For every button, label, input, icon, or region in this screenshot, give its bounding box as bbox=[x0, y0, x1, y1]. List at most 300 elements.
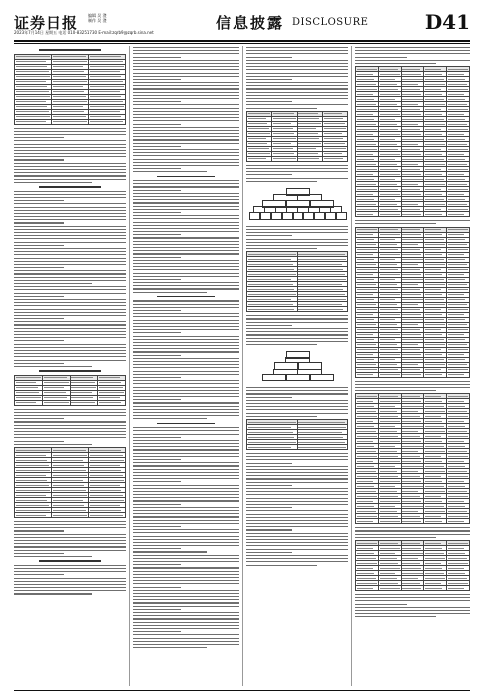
text-line bbox=[133, 342, 239, 343]
text-line bbox=[246, 108, 317, 109]
cell-text bbox=[425, 583, 441, 584]
text-line bbox=[133, 139, 239, 140]
cell-text bbox=[380, 189, 399, 190]
cell-text bbox=[380, 129, 399, 130]
text-line bbox=[133, 269, 239, 270]
cell-text bbox=[425, 501, 442, 502]
cell-text bbox=[53, 76, 86, 77]
cell-text bbox=[16, 485, 49, 486]
text-line bbox=[133, 459, 181, 460]
table-cell bbox=[356, 586, 379, 591]
cell-text bbox=[448, 119, 465, 120]
text-line bbox=[246, 561, 348, 562]
text-line bbox=[14, 340, 64, 341]
cell-text bbox=[357, 558, 376, 559]
cell-text bbox=[425, 179, 444, 180]
cell-text bbox=[425, 461, 442, 462]
table-row bbox=[15, 119, 126, 124]
text-line bbox=[133, 186, 239, 187]
text-line bbox=[14, 593, 92, 594]
text-line bbox=[246, 60, 348, 61]
cell-text bbox=[298, 309, 343, 310]
cell-text bbox=[44, 397, 68, 398]
cell-text bbox=[425, 354, 442, 355]
cell-text bbox=[380, 573, 396, 574]
cell-text bbox=[402, 568, 421, 569]
cell-text bbox=[357, 74, 373, 75]
table-cell bbox=[378, 212, 401, 217]
cell-text bbox=[402, 314, 421, 315]
cell-text bbox=[448, 558, 467, 559]
text-line bbox=[246, 453, 348, 454]
cell-text bbox=[357, 234, 373, 235]
text-line bbox=[355, 610, 470, 611]
cell-text bbox=[248, 284, 293, 285]
cell-text bbox=[402, 139, 422, 140]
cell-text bbox=[402, 199, 422, 200]
cell-text bbox=[71, 397, 93, 398]
cell-text bbox=[380, 194, 400, 195]
text-line bbox=[14, 431, 126, 432]
cell-text bbox=[425, 134, 442, 135]
text-line bbox=[14, 245, 64, 246]
data-table bbox=[14, 54, 126, 125]
cell-text bbox=[380, 456, 399, 457]
cell-text bbox=[448, 179, 465, 180]
cell-text bbox=[448, 139, 465, 140]
cell-text bbox=[402, 209, 419, 210]
cell-text bbox=[16, 480, 47, 481]
cell-text bbox=[425, 521, 442, 522]
cell-text bbox=[357, 406, 374, 407]
cell-text bbox=[402, 481, 421, 482]
text-line bbox=[14, 574, 64, 575]
text-line bbox=[14, 584, 126, 585]
chart-connector bbox=[309, 357, 310, 362]
text-line bbox=[14, 347, 126, 348]
cell-text bbox=[425, 421, 442, 422]
section-heading bbox=[14, 48, 126, 52]
text-line bbox=[246, 63, 348, 64]
cell-text bbox=[357, 401, 373, 402]
cell-text bbox=[16, 387, 38, 388]
cell-text bbox=[380, 553, 396, 554]
cell-text bbox=[273, 118, 296, 119]
cell-text bbox=[425, 269, 441, 270]
cell-text bbox=[402, 436, 419, 437]
chart-node bbox=[249, 212, 260, 220]
text-line bbox=[246, 482, 348, 483]
cell-text bbox=[248, 123, 268, 124]
cell-text bbox=[99, 402, 121, 403]
text-line bbox=[133, 548, 181, 549]
text-line bbox=[133, 634, 239, 635]
cell-text bbox=[44, 377, 68, 378]
text-line bbox=[133, 127, 239, 128]
text-line bbox=[133, 108, 239, 109]
cell-text bbox=[380, 359, 396, 360]
cell-text bbox=[402, 179, 422, 180]
text-line bbox=[133, 374, 239, 375]
table-cell bbox=[401, 372, 424, 377]
cell-text bbox=[380, 169, 399, 170]
column-3 bbox=[246, 46, 348, 686]
cell-text bbox=[357, 129, 377, 130]
text-line bbox=[355, 53, 470, 54]
text-block bbox=[246, 165, 348, 182]
dateline: 2023年7月14日 星期五 电话 010-83251730 E-mail:zqrb9@zqrb.sina.net bbox=[14, 30, 154, 35]
cell-text bbox=[425, 436, 441, 437]
cell-text bbox=[16, 382, 37, 383]
table-cell bbox=[447, 519, 470, 524]
text-line bbox=[355, 607, 470, 608]
cell-text bbox=[380, 401, 400, 402]
editor-credits bbox=[88, 13, 107, 23]
text-line bbox=[246, 47, 348, 48]
table-cell bbox=[247, 307, 298, 312]
text-line bbox=[133, 602, 239, 603]
text-line bbox=[14, 437, 126, 438]
text-line bbox=[14, 219, 126, 220]
cell-text bbox=[448, 329, 468, 330]
chart-connector bbox=[297, 369, 298, 374]
cell-text bbox=[248, 279, 291, 280]
text-line bbox=[14, 353, 126, 354]
cell-text bbox=[402, 396, 419, 397]
cell-text bbox=[380, 259, 396, 260]
text-block bbox=[355, 594, 470, 617]
cell-text bbox=[298, 259, 346, 260]
text-line bbox=[246, 245, 348, 246]
cell-text bbox=[357, 568, 373, 569]
cell-text bbox=[16, 460, 47, 461]
text-line bbox=[14, 537, 126, 538]
text-line bbox=[246, 174, 292, 175]
table-cell bbox=[247, 156, 272, 161]
cell-text bbox=[448, 234, 464, 235]
table-row bbox=[356, 519, 470, 524]
cell-text bbox=[357, 294, 373, 295]
cell-text bbox=[16, 397, 41, 398]
cell-text bbox=[425, 244, 445, 245]
text-line bbox=[133, 60, 239, 61]
cell-text bbox=[448, 369, 468, 370]
cell-text bbox=[380, 94, 400, 95]
text-line bbox=[133, 101, 181, 102]
text-line bbox=[133, 193, 239, 194]
cell-text bbox=[16, 76, 50, 77]
cell-text bbox=[53, 86, 83, 87]
cell-text bbox=[380, 124, 397, 125]
text-block bbox=[246, 226, 348, 249]
text-line bbox=[133, 120, 239, 121]
text-line bbox=[246, 232, 348, 233]
chart-connector bbox=[297, 206, 298, 211]
cell-text bbox=[380, 481, 400, 482]
text-line bbox=[133, 98, 239, 99]
text-line bbox=[133, 162, 239, 163]
text-line bbox=[133, 387, 239, 388]
text-line bbox=[133, 358, 239, 359]
cell-text bbox=[53, 500, 83, 501]
text-line bbox=[14, 444, 92, 445]
cell-text bbox=[357, 304, 376, 305]
cell-text bbox=[425, 396, 441, 397]
text-line bbox=[14, 131, 126, 132]
cell-text bbox=[425, 189, 441, 190]
text-line bbox=[355, 387, 470, 388]
text-line bbox=[133, 79, 181, 80]
cell-text bbox=[248, 432, 293, 433]
text-line bbox=[355, 594, 470, 595]
cell-text bbox=[380, 184, 397, 185]
text-line bbox=[355, 220, 470, 221]
cell-text bbox=[357, 421, 373, 422]
cell-text bbox=[53, 505, 84, 506]
text-line bbox=[14, 194, 126, 195]
text-line bbox=[133, 285, 239, 286]
text-line bbox=[14, 581, 126, 582]
text-line bbox=[246, 488, 348, 489]
cell-text bbox=[402, 563, 419, 564]
chart-connector bbox=[321, 369, 322, 374]
text-line bbox=[246, 403, 348, 404]
cell-text bbox=[448, 364, 467, 365]
cell-text bbox=[425, 471, 445, 472]
text-line bbox=[133, 371, 239, 372]
text-line bbox=[133, 364, 239, 365]
cell-text bbox=[402, 506, 422, 507]
cell-text bbox=[448, 349, 468, 350]
cell-text bbox=[248, 128, 269, 129]
cell-text bbox=[53, 101, 87, 102]
masthead-rule-thin bbox=[14, 43, 470, 44]
cell-text bbox=[448, 134, 464, 135]
cell-text bbox=[402, 184, 418, 185]
text-line bbox=[133, 183, 239, 184]
cell-text bbox=[357, 506, 374, 507]
text-line bbox=[246, 165, 348, 166]
cell-text bbox=[357, 194, 373, 195]
chart-connector bbox=[273, 194, 321, 195]
cell-text bbox=[248, 133, 271, 134]
text-line bbox=[133, 237, 239, 238]
chart-connector bbox=[321, 194, 322, 199]
cell-text bbox=[16, 81, 46, 82]
cell-text bbox=[90, 475, 123, 476]
text-line bbox=[133, 443, 239, 444]
cell-text bbox=[425, 169, 441, 170]
text-line bbox=[133, 545, 239, 546]
text-line bbox=[14, 210, 126, 211]
text-line bbox=[246, 315, 348, 316]
text-line bbox=[133, 500, 239, 501]
cell-text bbox=[425, 516, 441, 517]
text-line bbox=[14, 242, 126, 243]
cell-text bbox=[402, 149, 419, 150]
cell-text bbox=[357, 264, 376, 265]
table-cell bbox=[247, 444, 298, 449]
cell-text bbox=[425, 506, 444, 507]
text-line bbox=[133, 615, 239, 616]
cell-text bbox=[16, 450, 50, 451]
cell-text bbox=[380, 159, 396, 160]
column-2 bbox=[133, 46, 239, 686]
cell-text bbox=[16, 465, 49, 466]
text-line bbox=[133, 488, 239, 489]
text-line bbox=[14, 273, 126, 274]
text-block bbox=[355, 527, 470, 538]
text-block bbox=[14, 521, 126, 557]
cell-text bbox=[357, 369, 377, 370]
cell-text bbox=[448, 269, 468, 270]
cell-text bbox=[425, 289, 441, 290]
cell-text bbox=[425, 234, 442, 235]
cell-text bbox=[357, 229, 377, 230]
heading-bar bbox=[39, 560, 101, 562]
text-line bbox=[133, 196, 239, 197]
text-line bbox=[246, 545, 348, 546]
cell-text bbox=[448, 109, 468, 110]
cell-text bbox=[53, 61, 87, 62]
cell-text bbox=[425, 119, 444, 120]
column-4 bbox=[355, 46, 470, 686]
chart-connector bbox=[319, 206, 320, 211]
cell-text bbox=[357, 284, 376, 285]
cell-text bbox=[273, 143, 291, 144]
cell-text bbox=[248, 442, 296, 443]
text-line bbox=[14, 524, 126, 525]
text-line bbox=[133, 231, 239, 232]
cell-text bbox=[425, 124, 445, 125]
cell-text bbox=[448, 114, 464, 115]
cell-text bbox=[380, 104, 397, 105]
text-line bbox=[133, 253, 239, 254]
text-line bbox=[133, 95, 239, 96]
cell-text bbox=[402, 461, 421, 462]
cell-text bbox=[402, 319, 422, 320]
text-block bbox=[246, 387, 348, 417]
text-line bbox=[246, 501, 348, 502]
text-line bbox=[14, 587, 126, 588]
text-line bbox=[133, 114, 239, 115]
cell-text bbox=[357, 583, 377, 584]
cell-text bbox=[425, 174, 442, 175]
table-cell bbox=[297, 307, 348, 312]
text-line bbox=[246, 409, 348, 410]
cell-text bbox=[16, 500, 47, 501]
cell-text bbox=[425, 369, 441, 370]
cell-text bbox=[248, 299, 291, 300]
chart-node bbox=[336, 212, 347, 220]
cell-text bbox=[448, 481, 464, 482]
cell-text bbox=[425, 274, 442, 275]
cell-text bbox=[402, 406, 422, 407]
cell-text bbox=[448, 466, 465, 467]
data-table bbox=[355, 66, 470, 217]
cell-text bbox=[425, 548, 442, 549]
text-line bbox=[246, 92, 348, 93]
text-line bbox=[133, 215, 239, 216]
cell-text bbox=[402, 339, 422, 340]
table-cell bbox=[424, 586, 447, 591]
cell-text bbox=[357, 124, 376, 125]
cell-text bbox=[357, 269, 377, 270]
cell-text bbox=[44, 382, 69, 383]
cell-text bbox=[53, 480, 83, 481]
text-line bbox=[355, 384, 470, 385]
cell-text bbox=[248, 304, 293, 305]
cell-text bbox=[402, 583, 419, 584]
chart-connector bbox=[330, 206, 331, 211]
table-cell bbox=[272, 156, 297, 161]
cell-text bbox=[448, 441, 464, 442]
cell-text bbox=[380, 486, 396, 487]
cell-text bbox=[425, 194, 442, 195]
text-line bbox=[133, 124, 181, 125]
text-line bbox=[246, 104, 348, 105]
footer-rule bbox=[14, 690, 470, 691]
cell-text bbox=[53, 510, 86, 511]
cell-text bbox=[248, 437, 294, 438]
text-line bbox=[246, 529, 292, 530]
text-line bbox=[133, 50, 239, 51]
chart-node bbox=[303, 212, 314, 220]
text-line bbox=[246, 101, 292, 102]
text-line bbox=[133, 266, 239, 267]
text-line bbox=[246, 69, 348, 70]
text-line bbox=[133, 510, 239, 511]
text-line bbox=[14, 363, 64, 364]
text-line bbox=[133, 580, 239, 581]
text-block bbox=[133, 427, 239, 552]
text-line bbox=[14, 248, 126, 249]
section-title-english: DISCLOSURE bbox=[292, 17, 369, 28]
cell-text bbox=[448, 563, 468, 564]
text-line bbox=[133, 310, 181, 311]
text-line bbox=[133, 92, 239, 93]
text-line bbox=[355, 527, 470, 528]
cell-text bbox=[402, 144, 418, 145]
cell-text bbox=[298, 123, 321, 124]
text-line bbox=[14, 277, 126, 278]
cell-text bbox=[357, 588, 373, 589]
cell-text bbox=[273, 123, 291, 124]
cell-text bbox=[402, 244, 418, 245]
cell-text bbox=[90, 460, 124, 461]
text-line bbox=[14, 578, 126, 579]
text-block bbox=[14, 409, 126, 445]
text-line bbox=[14, 283, 92, 284]
cell-text bbox=[380, 396, 399, 397]
text-line bbox=[14, 415, 126, 416]
cell-text bbox=[448, 94, 464, 95]
cell-text bbox=[380, 249, 399, 250]
cell-text bbox=[425, 491, 445, 492]
text-line bbox=[355, 530, 470, 531]
cell-text bbox=[53, 106, 83, 107]
cell-text bbox=[380, 74, 400, 75]
cell-text bbox=[16, 495, 46, 496]
section-heading bbox=[14, 559, 126, 563]
cell-text bbox=[53, 96, 86, 97]
text-line bbox=[246, 178, 348, 179]
cell-text bbox=[357, 69, 377, 70]
cell-text bbox=[402, 94, 421, 95]
cell-text bbox=[425, 324, 445, 325]
text-line bbox=[246, 328, 348, 329]
cell-text bbox=[425, 374, 442, 375]
